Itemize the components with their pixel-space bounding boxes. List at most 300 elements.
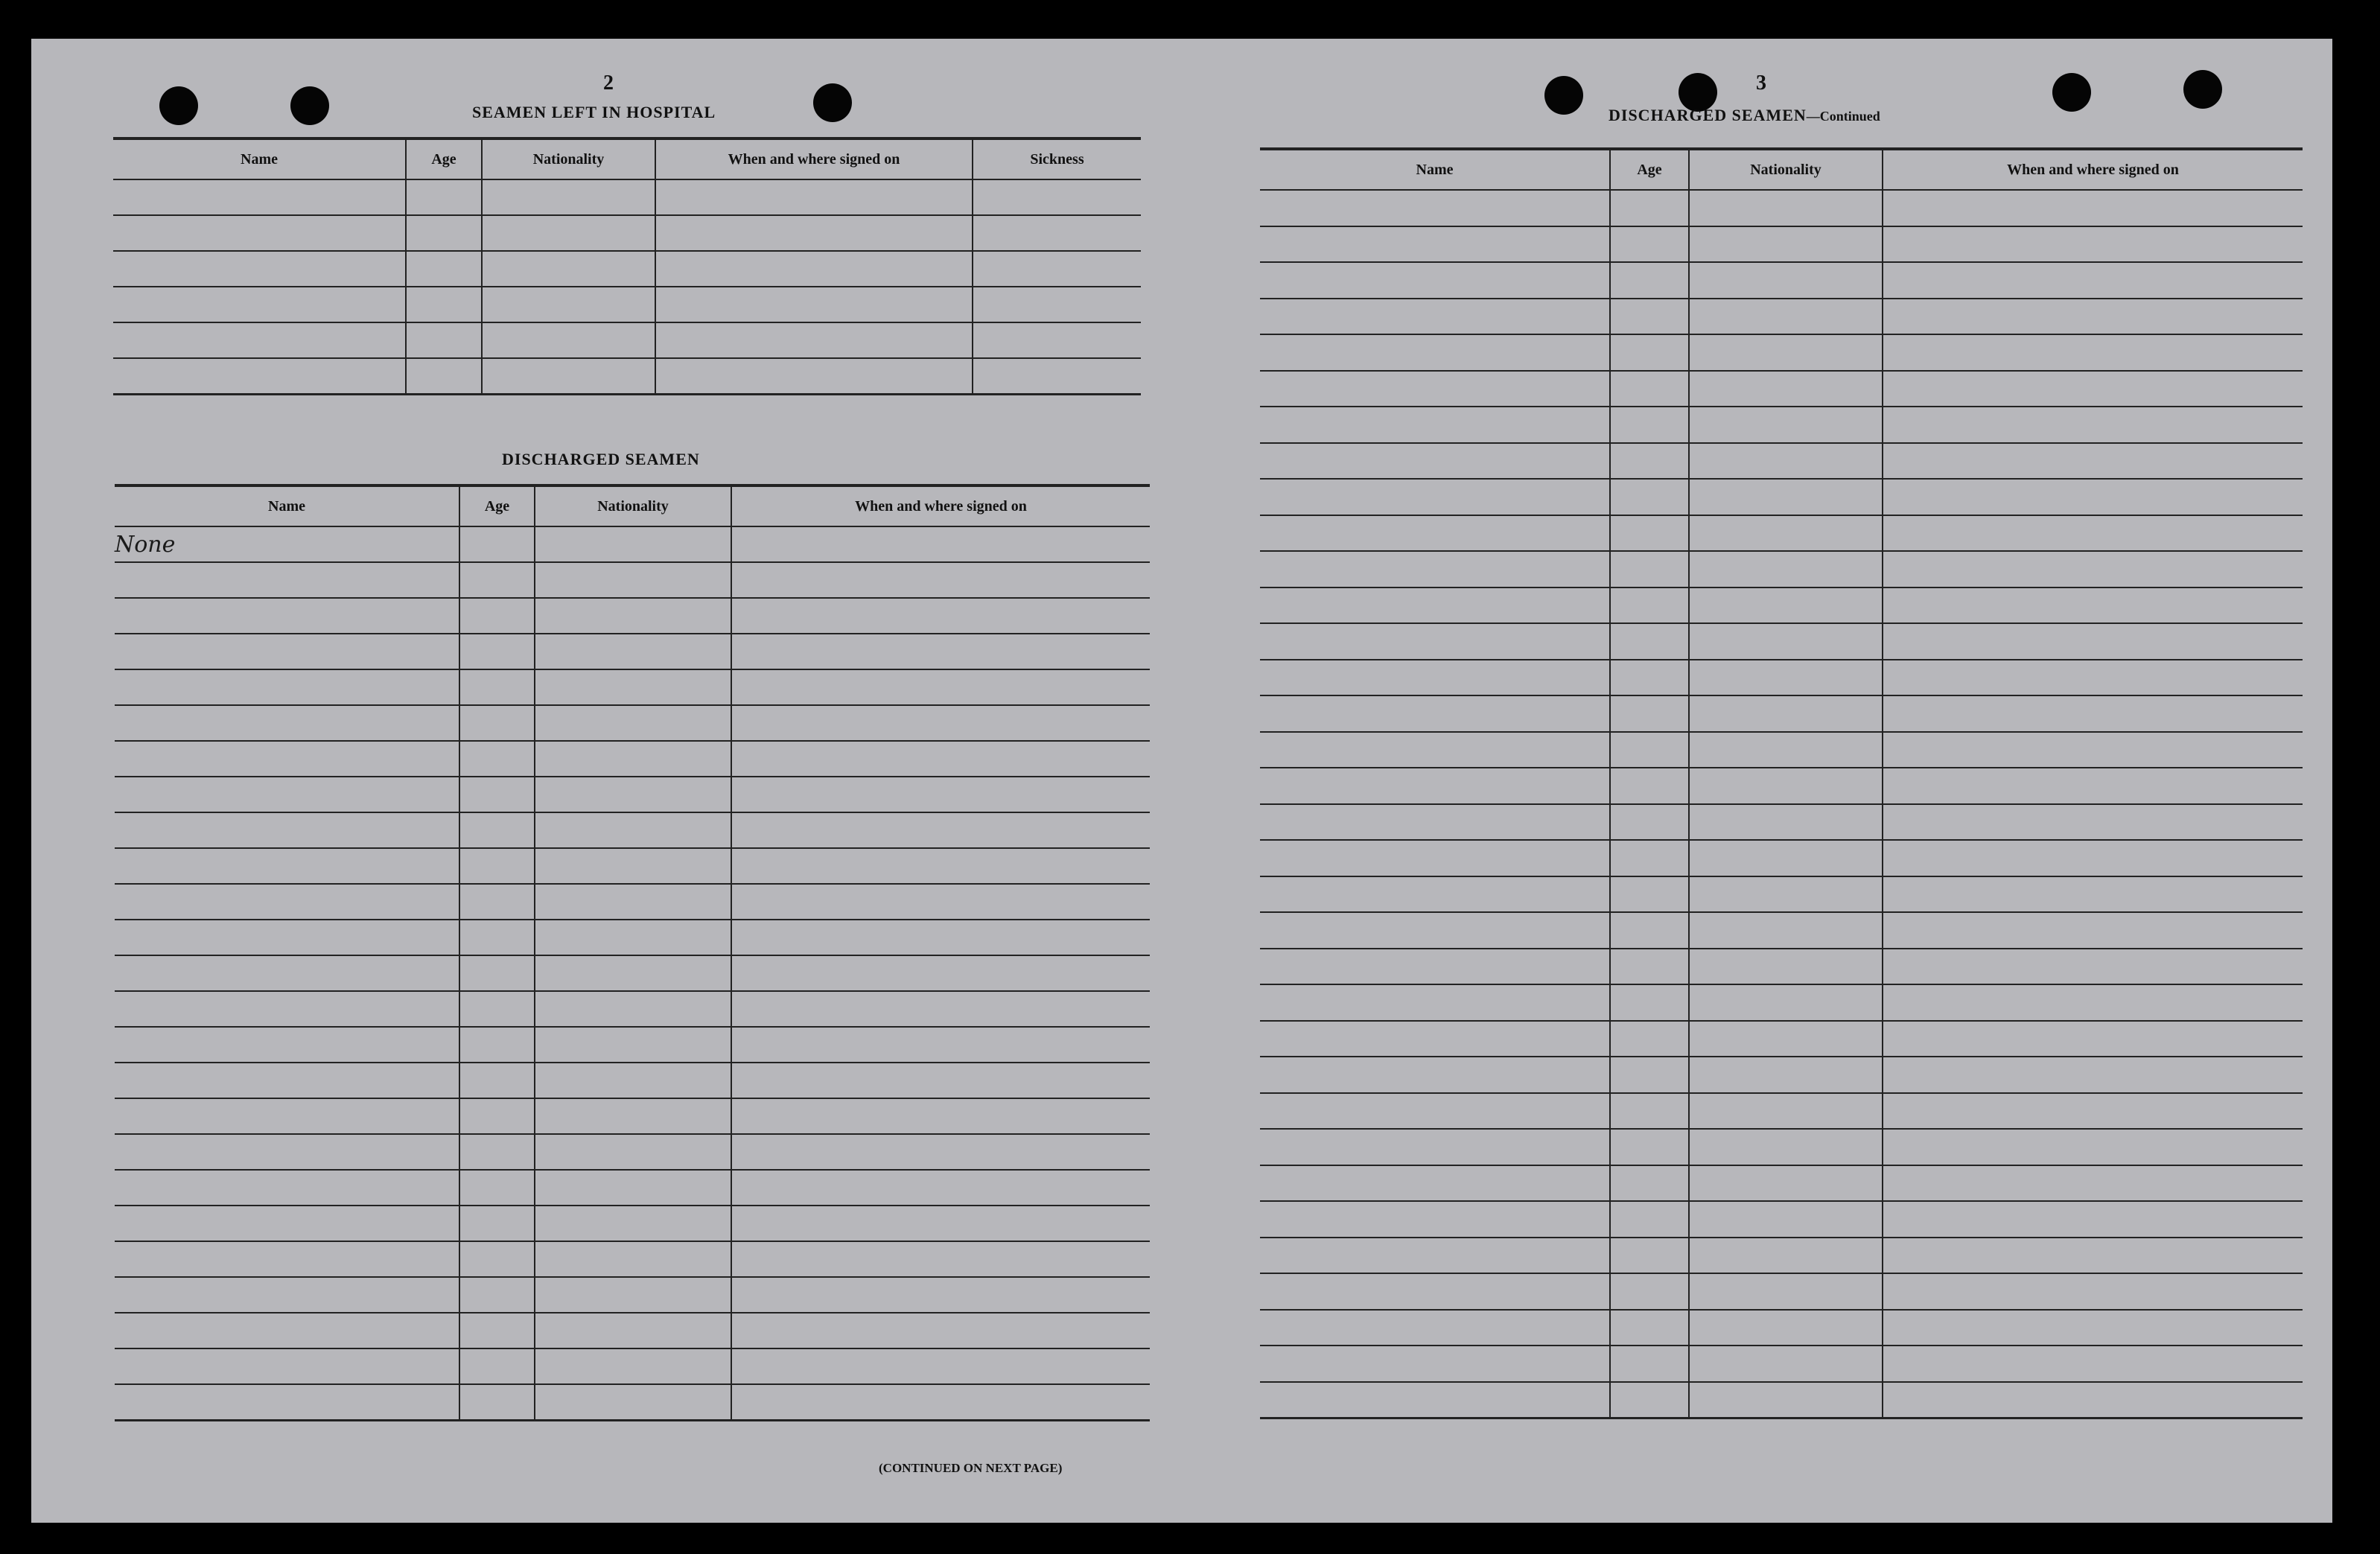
table-cell	[113, 251, 406, 287]
table-cell	[459, 848, 535, 884]
table-cell	[731, 884, 1150, 920]
table-cell	[115, 955, 459, 991]
table-cell	[535, 526, 731, 562]
table-cell	[113, 179, 406, 215]
table-cell	[459, 1206, 535, 1241]
table-cell	[535, 848, 731, 884]
document-sheet	[31, 39, 2332, 1523]
table-cell	[115, 1027, 459, 1063]
table-row	[1260, 804, 2303, 841]
table-cell	[1689, 443, 1883, 480]
table-row	[115, 848, 1150, 884]
table-cell	[731, 777, 1150, 812]
table-row	[115, 1170, 1150, 1206]
table-cell	[459, 884, 535, 920]
table-cell	[731, 1277, 1150, 1313]
table-cell	[459, 920, 535, 955]
table-cell	[1883, 1057, 2303, 1093]
table-cell	[535, 1241, 731, 1277]
table-cell	[1883, 299, 2303, 335]
table-cell	[1610, 551, 1689, 587]
table-row	[1260, 407, 2303, 443]
table-cell	[459, 705, 535, 741]
table-cell	[1883, 768, 2303, 804]
table-row	[1260, 660, 2303, 696]
table-cell	[1610, 804, 1689, 841]
discharged-continued-table	[1260, 147, 2303, 1419]
table-cell	[655, 358, 973, 394]
table-cell	[459, 1241, 535, 1277]
table-cell	[1883, 1129, 2303, 1165]
table-cell	[115, 1063, 459, 1098]
table-cell	[115, 705, 459, 741]
table-cell	[1689, 479, 1883, 515]
table-cell	[731, 1027, 1150, 1063]
table-cell	[1883, 515, 2303, 552]
table-cell	[459, 1063, 535, 1098]
table-cell	[1260, 1238, 1610, 1274]
table-cell	[459, 634, 535, 669]
table-cell	[459, 1384, 535, 1420]
table-cell	[1689, 984, 1883, 1021]
table-row	[1260, 732, 2303, 768]
table-cell	[459, 598, 535, 634]
table-cell	[1883, 1201, 2303, 1238]
discharged-rows	[115, 562, 1150, 1420]
table-cell	[655, 215, 973, 251]
table-cell	[1883, 190, 2303, 226]
table-cell	[731, 669, 1150, 705]
table-cell	[1689, 1238, 1883, 1274]
table-row	[115, 1134, 1150, 1170]
table-cell	[1610, 1238, 1689, 1274]
table-cell	[1610, 1382, 1689, 1418]
table-row	[1260, 1093, 2303, 1130]
col-sickness-header: Sickness	[973, 138, 1141, 179]
table-cell	[1260, 1093, 1610, 1130]
table-cell	[1610, 912, 1689, 949]
table-cell	[1883, 1346, 2303, 1382]
table-cell	[115, 598, 459, 634]
table-cell	[1883, 804, 2303, 841]
col-signed-on-header: When and where signed on	[1883, 149, 2303, 190]
table-row	[1260, 1310, 2303, 1346]
table-cell	[973, 358, 1141, 394]
table-cell	[1883, 443, 2303, 480]
table-cell	[535, 1206, 731, 1241]
table-row	[1260, 1273, 2303, 1310]
table-cell	[1689, 732, 1883, 768]
table-cell	[1260, 695, 1610, 732]
table-row	[113, 322, 1141, 358]
table-cell	[1260, 732, 1610, 768]
col-name-header: Name	[115, 485, 459, 526]
table-row	[113, 251, 1141, 287]
table-cell	[535, 634, 731, 669]
table-cell	[1610, 1310, 1689, 1346]
table-cell	[1883, 1310, 2303, 1346]
table-cell	[731, 991, 1150, 1027]
punch-hole	[290, 86, 329, 125]
table-row	[1260, 876, 2303, 913]
table-cell	[113, 215, 406, 251]
table-cell	[731, 1098, 1150, 1134]
table-cell	[731, 562, 1150, 598]
table-cell	[1689, 1057, 1883, 1093]
table-cell	[1260, 949, 1610, 985]
table-cell	[482, 179, 655, 215]
col-age-header: Age	[1610, 149, 1689, 190]
table-cell	[973, 251, 1141, 287]
table-row	[1260, 371, 2303, 407]
table-cell	[459, 1098, 535, 1134]
table-cell	[535, 741, 731, 777]
table-row	[115, 777, 1150, 812]
table-cell	[1610, 876, 1689, 913]
table-row	[115, 1063, 1150, 1098]
table-cell	[1883, 1238, 2303, 1274]
table-cell	[1689, 840, 1883, 876]
table-cell	[1610, 840, 1689, 876]
table-row	[115, 598, 1150, 634]
table-row	[1260, 695, 2303, 732]
table-cell	[731, 812, 1150, 848]
table-cell	[1610, 623, 1689, 660]
table-cell	[1610, 1057, 1689, 1093]
table-cell	[535, 812, 731, 848]
right-page-number: 3	[1756, 71, 1766, 95]
hospital-header-row	[113, 138, 1141, 179]
punch-hole	[2052, 73, 2091, 112]
table-cell	[1689, 262, 1883, 299]
table-cell	[1689, 515, 1883, 552]
table-cell	[459, 991, 535, 1027]
table-cell	[731, 848, 1150, 884]
continued-header-row	[1260, 149, 2303, 190]
table-cell	[1260, 1165, 1610, 1202]
table-row	[115, 1384, 1150, 1420]
table-cell	[535, 669, 731, 705]
table-cell	[1883, 334, 2303, 371]
table-row	[115, 562, 1150, 598]
table-row	[115, 955, 1150, 991]
table-cell	[1260, 1021, 1610, 1057]
table-cell	[459, 526, 535, 562]
table-row	[1260, 1346, 2303, 1382]
table-cell	[535, 920, 731, 955]
table-cell	[1689, 334, 1883, 371]
table-row	[1260, 334, 2303, 371]
table-cell	[535, 1027, 731, 1063]
table-row	[113, 358, 1141, 394]
table-cell	[1689, 371, 1883, 407]
right-page-title	[1609, 106, 1880, 125]
table-cell	[459, 1277, 535, 1313]
table-cell	[1260, 623, 1610, 660]
table-cell	[1689, 768, 1883, 804]
table-cell	[1883, 949, 2303, 985]
table-cell	[731, 1384, 1150, 1420]
table-cell	[973, 215, 1141, 251]
table-row	[115, 1206, 1150, 1241]
table-cell	[459, 955, 535, 991]
table-cell	[1689, 226, 1883, 263]
table-cell	[115, 1384, 459, 1420]
punch-hole	[813, 83, 852, 122]
table-cell	[731, 526, 1150, 562]
table-cell	[1689, 407, 1883, 443]
table-row	[1260, 623, 2303, 660]
table-row	[115, 741, 1150, 777]
table-cell	[1260, 551, 1610, 587]
table-row	[115, 1098, 1150, 1134]
table-cell	[1610, 1093, 1689, 1130]
table-cell	[1610, 299, 1689, 335]
table-cell	[1260, 226, 1610, 263]
table-cell	[535, 955, 731, 991]
table-cell	[535, 1348, 731, 1384]
table-cell	[1610, 768, 1689, 804]
table-cell	[1610, 515, 1689, 552]
table-row	[1260, 840, 2303, 876]
table-cell	[535, 1313, 731, 1348]
table-cell	[113, 358, 406, 394]
table-cell	[406, 251, 482, 287]
table-cell	[1260, 984, 1610, 1021]
table-cell	[731, 1134, 1150, 1170]
table-cell	[482, 287, 655, 322]
table-cell	[1610, 660, 1689, 696]
table-cell	[1883, 1273, 2303, 1310]
table-row	[115, 1027, 1150, 1063]
left-page-number: 2	[603, 71, 614, 95]
table-cell	[115, 669, 459, 705]
table-cell	[1883, 1093, 2303, 1130]
table-row	[1260, 912, 2303, 949]
table-cell	[1883, 262, 2303, 299]
table-cell	[459, 1134, 535, 1170]
table-cell	[1883, 371, 2303, 407]
table-cell	[482, 251, 655, 287]
discharged-table	[115, 484, 1150, 1421]
table-cell	[1883, 226, 2303, 263]
table-cell	[115, 812, 459, 848]
table-cell	[1883, 984, 2303, 1021]
table-cell	[115, 1277, 459, 1313]
table-cell	[535, 777, 731, 812]
table-row	[1260, 1382, 2303, 1418]
table-cell	[1610, 984, 1689, 1021]
table-cell	[973, 287, 1141, 322]
table-cell	[731, 598, 1150, 634]
table-row	[1260, 551, 2303, 587]
table-row	[113, 179, 1141, 215]
table-cell	[1260, 334, 1610, 371]
table-cell	[1883, 1165, 2303, 1202]
table-cell	[1689, 587, 1883, 624]
table-cell	[1883, 660, 2303, 696]
table-cell	[1260, 407, 1610, 443]
col-name-header: Name	[1260, 149, 1610, 190]
punch-hole	[1544, 76, 1583, 115]
table-cell	[1610, 190, 1689, 226]
table-cell	[1689, 1273, 1883, 1310]
table-cell	[1260, 479, 1610, 515]
col-nationality-header: Nationality	[482, 138, 655, 179]
table-cell	[459, 669, 535, 705]
table-cell	[1689, 1093, 1883, 1130]
hospital-section-title: SEAMEN LEFT IN HOSPITAL	[472, 103, 716, 121]
table-cell	[1260, 299, 1610, 335]
table-cell	[1883, 479, 2303, 515]
table-cell	[115, 1313, 459, 1348]
table-row	[113, 287, 1141, 322]
table-cell	[1689, 1165, 1883, 1202]
table-row	[113, 215, 1141, 251]
table-cell	[115, 848, 459, 884]
table-cell	[655, 322, 973, 358]
table-cell	[1610, 1346, 1689, 1382]
table-cell	[655, 179, 973, 215]
table-cell	[731, 1348, 1150, 1384]
table-cell	[1689, 804, 1883, 841]
table-cell	[459, 1348, 535, 1384]
table-row	[115, 1313, 1150, 1348]
table-cell	[655, 251, 973, 287]
table-cell	[1610, 479, 1689, 515]
table-cell	[1260, 912, 1610, 949]
table-cell	[115, 1134, 459, 1170]
table-cell	[115, 1206, 459, 1241]
table-cell	[459, 1313, 535, 1348]
table-cell	[115, 991, 459, 1027]
table-cell	[1689, 623, 1883, 660]
table-cell	[482, 215, 655, 251]
table-cell	[535, 884, 731, 920]
table-cell	[1689, 190, 1883, 226]
right-title-continued: —Continued	[1806, 109, 1880, 124]
table-cell	[1689, 1310, 1883, 1346]
table-cell	[115, 1170, 459, 1206]
table-cell	[1883, 407, 2303, 443]
table-cell	[1610, 407, 1689, 443]
table-cell	[1260, 371, 1610, 407]
table-row	[1260, 1165, 2303, 1202]
handwritten-entry: None	[115, 526, 459, 562]
table-cell	[459, 562, 535, 598]
table-cell	[113, 322, 406, 358]
table-cell	[1689, 1201, 1883, 1238]
table-cell	[115, 741, 459, 777]
table-cell	[1610, 695, 1689, 732]
table-row	[115, 705, 1150, 741]
table-row	[1260, 1238, 2303, 1274]
discharged-section-title: DISCHARGED SEAMEN	[502, 450, 700, 468]
table-row	[115, 634, 1150, 669]
table-cell	[1610, 949, 1689, 985]
table-cell	[1610, 1201, 1689, 1238]
table-row	[1260, 479, 2303, 515]
table-cell	[1260, 515, 1610, 552]
continued-footer: (CONTINUED ON NEXT PAGE)	[879, 1461, 1063, 1475]
table-row	[115, 526, 1150, 562]
table-cell	[535, 991, 731, 1027]
table-cell	[1260, 804, 1610, 841]
col-age-header: Age	[406, 138, 482, 179]
table-cell	[1883, 587, 2303, 624]
col-signed-on-header: When and where signed on	[731, 485, 1150, 526]
table-cell	[1260, 587, 1610, 624]
table-cell	[1610, 371, 1689, 407]
table-cell	[1883, 1382, 2303, 1418]
table-cell	[535, 562, 731, 598]
col-nationality-header: Nationality	[535, 485, 731, 526]
table-cell	[1260, 1129, 1610, 1165]
table-cell	[1689, 660, 1883, 696]
table-cell	[113, 287, 406, 322]
table-row	[1260, 190, 2303, 226]
table-cell	[1689, 551, 1883, 587]
table-cell	[1610, 1165, 1689, 1202]
table-cell	[482, 358, 655, 394]
table-cell	[731, 634, 1150, 669]
table-cell	[535, 1277, 731, 1313]
table-cell	[406, 179, 482, 215]
table-cell	[731, 920, 1150, 955]
table-row	[115, 920, 1150, 955]
table-cell	[1260, 1057, 1610, 1093]
table-cell	[535, 598, 731, 634]
table-cell	[1883, 623, 2303, 660]
table-cell	[731, 741, 1150, 777]
table-cell	[1260, 840, 1610, 876]
table-cell	[1260, 443, 1610, 480]
table-row	[1260, 1129, 2303, 1165]
table-cell	[1689, 1129, 1883, 1165]
discharged-header-row	[115, 485, 1150, 526]
table-cell	[1610, 443, 1689, 480]
table-row	[115, 812, 1150, 848]
table-row	[1260, 984, 2303, 1021]
table-cell	[1689, 1382, 1883, 1418]
table-cell	[1883, 840, 2303, 876]
table-cell	[1610, 226, 1689, 263]
table-cell	[115, 777, 459, 812]
table-cell	[1689, 1346, 1883, 1382]
table-row	[115, 884, 1150, 920]
table-row	[1260, 226, 2303, 263]
table-row	[115, 991, 1150, 1027]
table-cell	[1260, 768, 1610, 804]
table-cell	[1260, 1310, 1610, 1346]
table-cell	[535, 1134, 731, 1170]
table-cell	[1883, 1021, 2303, 1057]
table-cell	[731, 1063, 1150, 1098]
table-cell	[1260, 1201, 1610, 1238]
table-cell	[1883, 876, 2303, 913]
continued-rows	[1260, 190, 2303, 1418]
table-cell	[535, 1384, 731, 1420]
table-cell	[1260, 1346, 1610, 1382]
table-cell	[406, 287, 482, 322]
table-cell	[115, 1098, 459, 1134]
table-cell	[1610, 334, 1689, 371]
table-row	[1260, 1201, 2303, 1238]
table-row	[1260, 443, 2303, 480]
table-cell	[115, 1241, 459, 1277]
table-row	[1260, 1057, 2303, 1093]
table-cell	[1610, 1021, 1689, 1057]
